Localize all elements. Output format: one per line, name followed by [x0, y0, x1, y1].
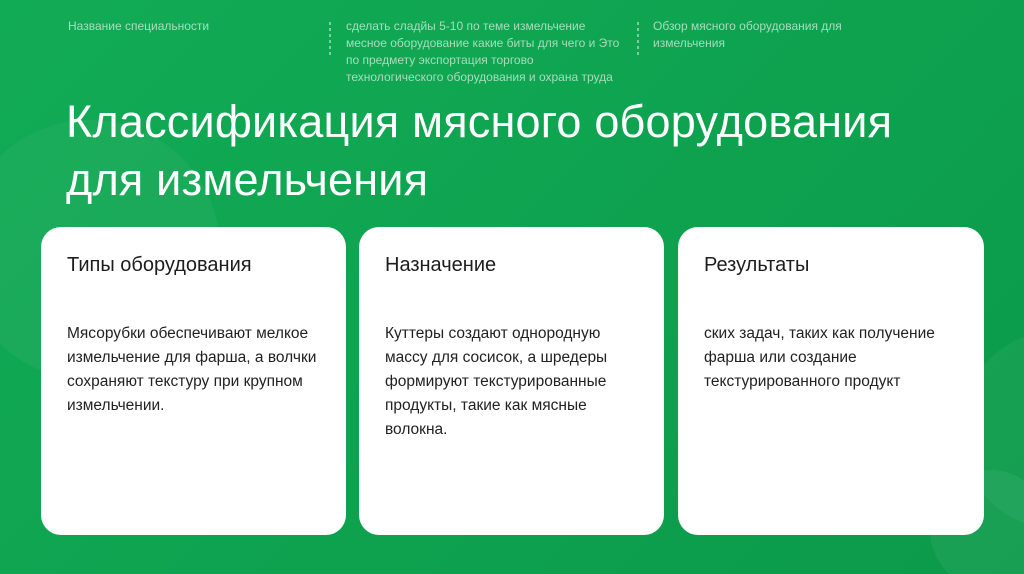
card-results — [678, 227, 984, 535]
card-text: Куттеры создают однородную массу для сосисок, а шредеры формируют текстурированные продукты, такие как мясные волокна. — [385, 325, 608, 438]
card-text: Мясорубки обеспечивают мелкое измельчение для фарша, а волчки сохраняют текстуру при крупном измельчении. — [67, 325, 317, 414]
dotted-separator — [637, 22, 639, 58]
topic-note: Обзор мясного оборудования для измельчения — [653, 19, 842, 50]
card-text: ских задач, таких как получение фарша или создание текстурированного продукт — [704, 325, 935, 390]
task-note: сделать сладйы 5-10 по теме измельчение месное оборудование какие биты для чего и Это по предмету экспортация торгово технологического оборудования и охрана труда — [346, 19, 620, 84]
slide-title: Классификация мясного оборудования для измельчения — [66, 96, 893, 205]
card-title: Типы оборудования — [67, 254, 252, 276]
specialty-label: Название специальности — [68, 19, 210, 33]
card-title: Назначение — [385, 254, 497, 276]
card-purpose — [359, 227, 664, 535]
card-title: Результаты — [704, 254, 810, 276]
card-equipment-types — [41, 227, 346, 535]
dotted-separator — [329, 22, 331, 58]
